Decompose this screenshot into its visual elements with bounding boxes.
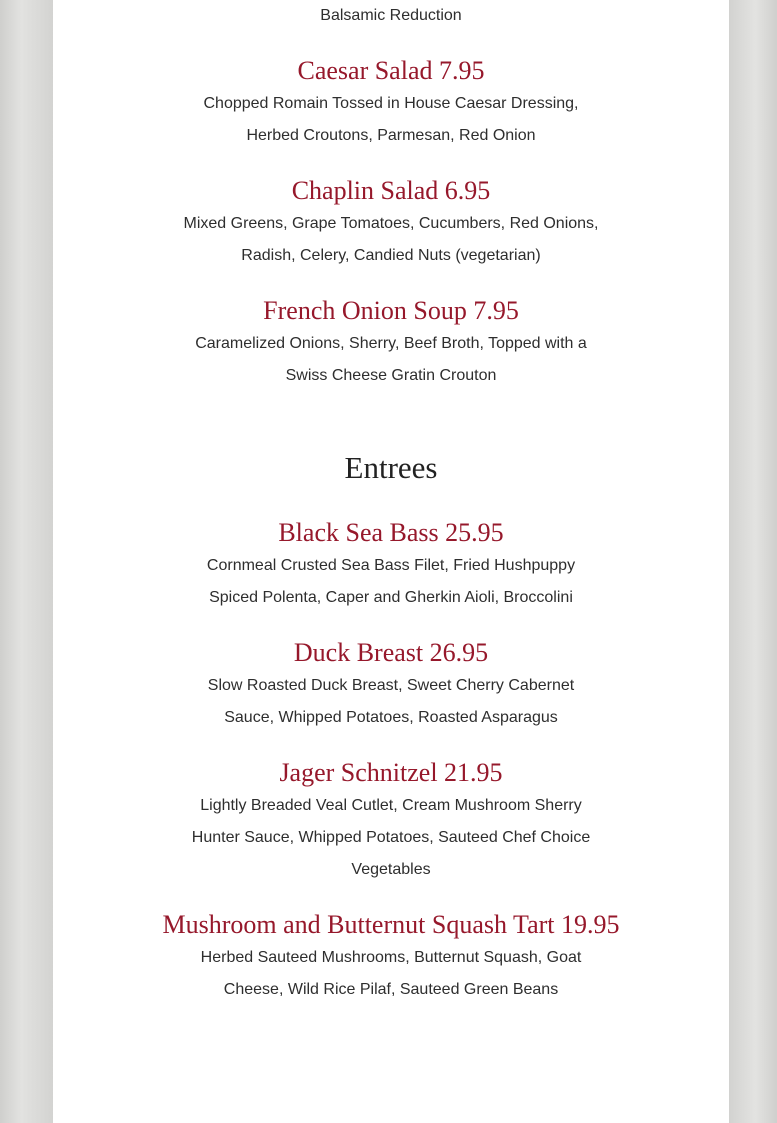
menu-item-name: Jager Schnitzel 21.95 bbox=[279, 758, 503, 787]
menu-item-description-line: Herbed Croutons, Parmesan, Red Onion bbox=[246, 127, 536, 144]
menu-item bbox=[83, 294, 699, 392]
menu-item-name: French Onion Soup 7.95 bbox=[263, 296, 519, 325]
menu-item-description bbox=[83, 942, 699, 1006]
page-backdrop-right bbox=[729, 0, 777, 1123]
menu-item bbox=[83, 516, 699, 614]
menu-item-description-line: Cheese, Wild Rice Pilaf, Sauteed Green Beans bbox=[223, 981, 559, 998]
menu-item-description-line: Herbed Sauteed Mushrooms, Butternut Squash, Goat bbox=[200, 949, 582, 966]
item-spacer bbox=[83, 32, 699, 54]
item-spacer bbox=[83, 734, 699, 756]
menu-item-description-line: Radish, Celery, Candied Nuts (vegetarian) bbox=[241, 247, 541, 264]
menu-item-description bbox=[83, 790, 699, 886]
menu-item-description bbox=[83, 328, 699, 392]
page-backdrop-left bbox=[0, 0, 53, 1123]
section-spacer bbox=[83, 488, 699, 516]
menu-content bbox=[53, 0, 729, 1006]
menu-item-description-line: Swiss Cheese Gratin Crouton bbox=[285, 367, 497, 384]
menu-item-description-line: Cornmeal Crusted Sea Bass Filet, Fried Hushpuppy bbox=[206, 557, 576, 574]
section-heading: Entrees bbox=[344, 450, 438, 485]
menu-sections bbox=[83, 32, 699, 1006]
menu-item-description-line: Vegetables bbox=[351, 861, 431, 878]
menu-item-description-line: Caramelized Onions, Sherry, Beef Broth, Topped with a bbox=[195, 335, 587, 352]
item-spacer bbox=[83, 886, 699, 908]
menu-item-description bbox=[83, 670, 699, 734]
menu-item-description-line: Sauce, Whipped Potatoes, Roasted Asparagus bbox=[224, 709, 558, 726]
menu-item-description bbox=[83, 208, 699, 272]
menu-item bbox=[83, 908, 699, 1006]
section-spacer bbox=[83, 392, 699, 448]
menu-item-description-line: Chopped Romain Tossed in House Caesar Dressing, bbox=[203, 95, 579, 112]
menu-item-name: Duck Breast 26.95 bbox=[293, 638, 489, 667]
menu-item-description-line: Mixed Greens, Grape Tomatoes, Cucumbers, Red Onions, bbox=[183, 215, 599, 232]
continued-description: Balsamic Reduction bbox=[320, 7, 462, 24]
menu-item-name: Mushroom and Butternut Squash Tart 19.95 bbox=[162, 910, 620, 939]
menu-item bbox=[83, 54, 699, 152]
item-spacer bbox=[83, 614, 699, 636]
menu-item-description-line: Lightly Breaded Veal Cutlet, Cream Mushroom Sherry bbox=[200, 797, 582, 814]
menu-item-description-line: Hunter Sauce, Whipped Potatoes, Sauteed Chef Choice bbox=[191, 829, 591, 846]
menu-item-description-line: Slow Roasted Duck Breast, Sweet Cherry Cabernet bbox=[207, 677, 575, 694]
menu-item-description bbox=[83, 88, 699, 152]
menu-item bbox=[83, 756, 699, 886]
item-spacer bbox=[83, 152, 699, 174]
menu-item-name: Black Sea Bass 25.95 bbox=[278, 518, 504, 547]
menu-item-description-line: Spiced Polenta, Caper and Gherkin Aioli, Broccolini bbox=[209, 589, 573, 606]
item-spacer bbox=[83, 272, 699, 294]
menu-item bbox=[83, 636, 699, 734]
menu-item-name: Chaplin Salad 6.95 bbox=[291, 176, 491, 205]
menu-item-description bbox=[83, 550, 699, 614]
menu-page bbox=[53, 0, 729, 1123]
menu-item bbox=[83, 174, 699, 272]
menu-item-name: Caesar Salad 7.95 bbox=[297, 56, 485, 85]
